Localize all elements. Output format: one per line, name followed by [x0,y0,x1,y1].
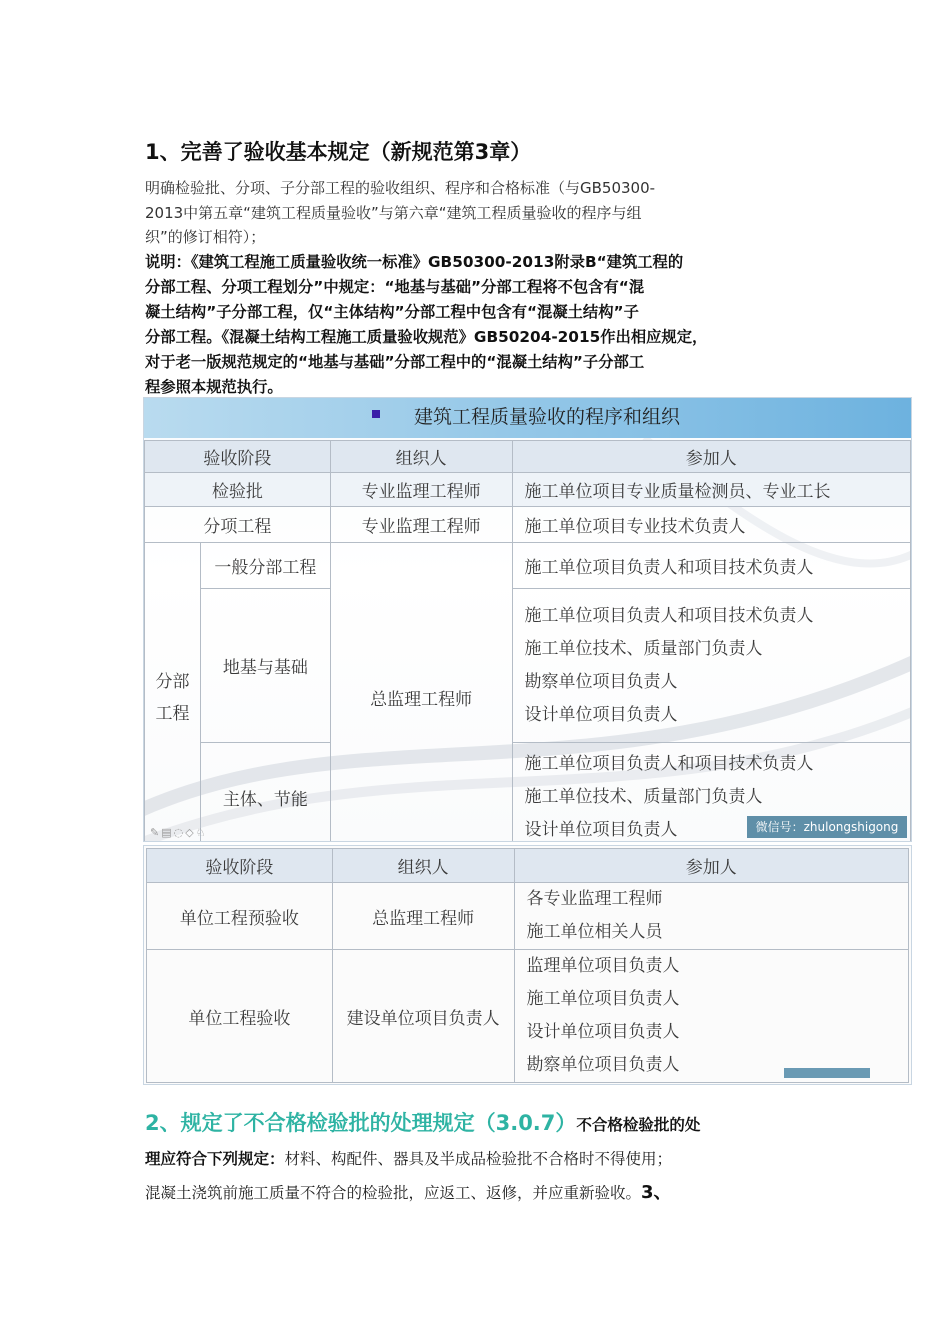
note-line: 说明：《建筑工程施工质量验收统一标准》GB50300-2013附录B“建筑工程的 [145,253,684,271]
note-line: 分部工程、分项工程划分”中规定：“地基与基础”分部工程将不包含有“混 [145,278,645,296]
participant-item: 施工单位项目负责人和项目技术负责人 [524,605,814,626]
section-2-lead: 不合格检验批的处 [576,1116,701,1134]
acceptance-table-2 [146,848,909,1083]
participant-item: 勘察单位项目负责人 [524,671,678,692]
table-row [145,473,911,507]
table-header-row [147,849,909,883]
organizer-cell: 建设单位项目负责人 [332,950,514,1083]
note-line: 对于老一版规范规定的“地基与基础”分部工程中的“混凝土结构”子分部工 [145,353,645,371]
section-2-line [145,1176,825,1210]
section-2-text: 材料、构配件、器具及半成品检验批不合格时不得使用； [284,1150,673,1168]
intro-line: 2013中第五章“建筑工程质量验收”与第六章“建筑工程质量验收的程序与组 [145,203,642,222]
participants-cell: 施工单位项目负责人和项目技术负责人 [512,543,910,589]
intro-line: 明确检验批、分项、子分部工程的验收组织、程序和合格标准（与GB50300- [145,179,656,197]
participant-item: 设计单位项目负责人 [524,704,678,725]
participant-item: 施工单位技术、质量部门负责人 [524,787,763,807]
header-stage: 验收阶段 [145,441,331,473]
intro-line: 织”的修订相符）； [145,228,266,246]
header-participants: 参加人 [512,441,910,473]
note-line: 分部工程。《混凝土结构工程施工质量验收规范》GB50204-2015作出相应规定， [145,328,708,346]
section-2 [145,1106,825,1210]
wechat-watermark: 微信号：zhulongshigong [747,816,907,838]
participants-cell: 施工单位项目专业技术负责人 [512,507,910,543]
participant-item: 施工单位项目负责人和项目技术负责人 [524,754,814,774]
section-2-line [145,1142,825,1176]
table-row [147,883,909,950]
participants-cell [514,950,909,1083]
participant-item: 各专业监理工程师 [526,889,663,909]
header-organizer: 组织人 [332,849,514,883]
acceptance-procedure-figure [143,397,912,842]
note-paragraph [145,250,810,400]
header-stage: 验收阶段 [147,849,333,883]
participants-cell [512,589,910,743]
section-2-text: 混凝土浇筑前施工质量不符合的检验批，应返工、返修，并应重新验收。 [145,1184,642,1202]
section-heading-1: 1、完善了验收基本规定（新规范第3章） [145,140,532,164]
edit-toolbar-icon: ✎▤◌◇♘ [150,826,208,839]
stage-cell: 检验批 [145,473,331,507]
stage-cell: 分项工程 [145,507,331,543]
note-line: 凝土结构”子分部工程，仅“主体结构”分部工程中包含有“混凝土结构”子 [145,303,639,321]
small-watermark [784,1068,870,1078]
participant-item: 设计单位项目负责人 [524,820,678,840]
table-row [145,507,911,543]
stage-text: 工程 [155,703,190,724]
section-heading-2: 2、规定了不合格检验批的处理规定（3.0.7） [145,1111,577,1135]
section-2-line [145,1106,825,1142]
organizer-cell: 总监理工程师 [330,543,512,843]
organizer-cell: 专业监理工程师 [330,507,512,543]
intro-paragraph [145,176,805,250]
organizer-cell: 专业监理工程师 [330,473,512,507]
note-line: 程参照本规范执行。 [145,378,283,396]
stage-text: 分部 [155,671,190,692]
participant-item: 勘察单位项目负责人 [526,1055,680,1075]
sub-stage-cell: 主体、节能 [200,743,330,843]
section-2-lead: 理应符合下列规定： [145,1150,285,1168]
participant-item: 施工单位技术、质量部门负责人 [524,638,763,659]
figure-title-bar [144,398,911,438]
table-row [145,589,911,743]
bullet-icon [372,410,380,418]
table-row [145,543,911,589]
next-section-number: 3、 [641,1182,672,1203]
table-header-row [145,441,911,473]
participants-cell: 施工单位项目专业质量检测员、专业工长 [512,473,910,507]
stage-cell: 单位工程验收 [147,950,333,1083]
header-participants: 参加人 [514,849,909,883]
participant-item: 设计单位项目负责人 [526,1022,680,1042]
figure-title: 建筑工程质量验收的程序和组织 [414,406,681,428]
participant-item: 监理单位项目负责人 [526,956,680,976]
acceptance-table-1 [144,440,911,842]
participants-cell [514,883,909,950]
participant-item: 施工单位相关人员 [526,922,663,942]
header-organizer: 组织人 [330,441,512,473]
sub-stage-cell: 地基与基础 [200,589,330,743]
stage-cell: 单位工程预验收 [147,883,333,950]
participant-item: 施工单位项目负责人 [526,989,680,1009]
table-row [147,950,909,1083]
organizer-cell: 总监理工程师 [332,883,514,950]
sub-stage-cell: 一般分部工程 [200,543,330,589]
stage-cell-fenbu [145,543,201,843]
unit-acceptance-figure [143,845,912,1085]
